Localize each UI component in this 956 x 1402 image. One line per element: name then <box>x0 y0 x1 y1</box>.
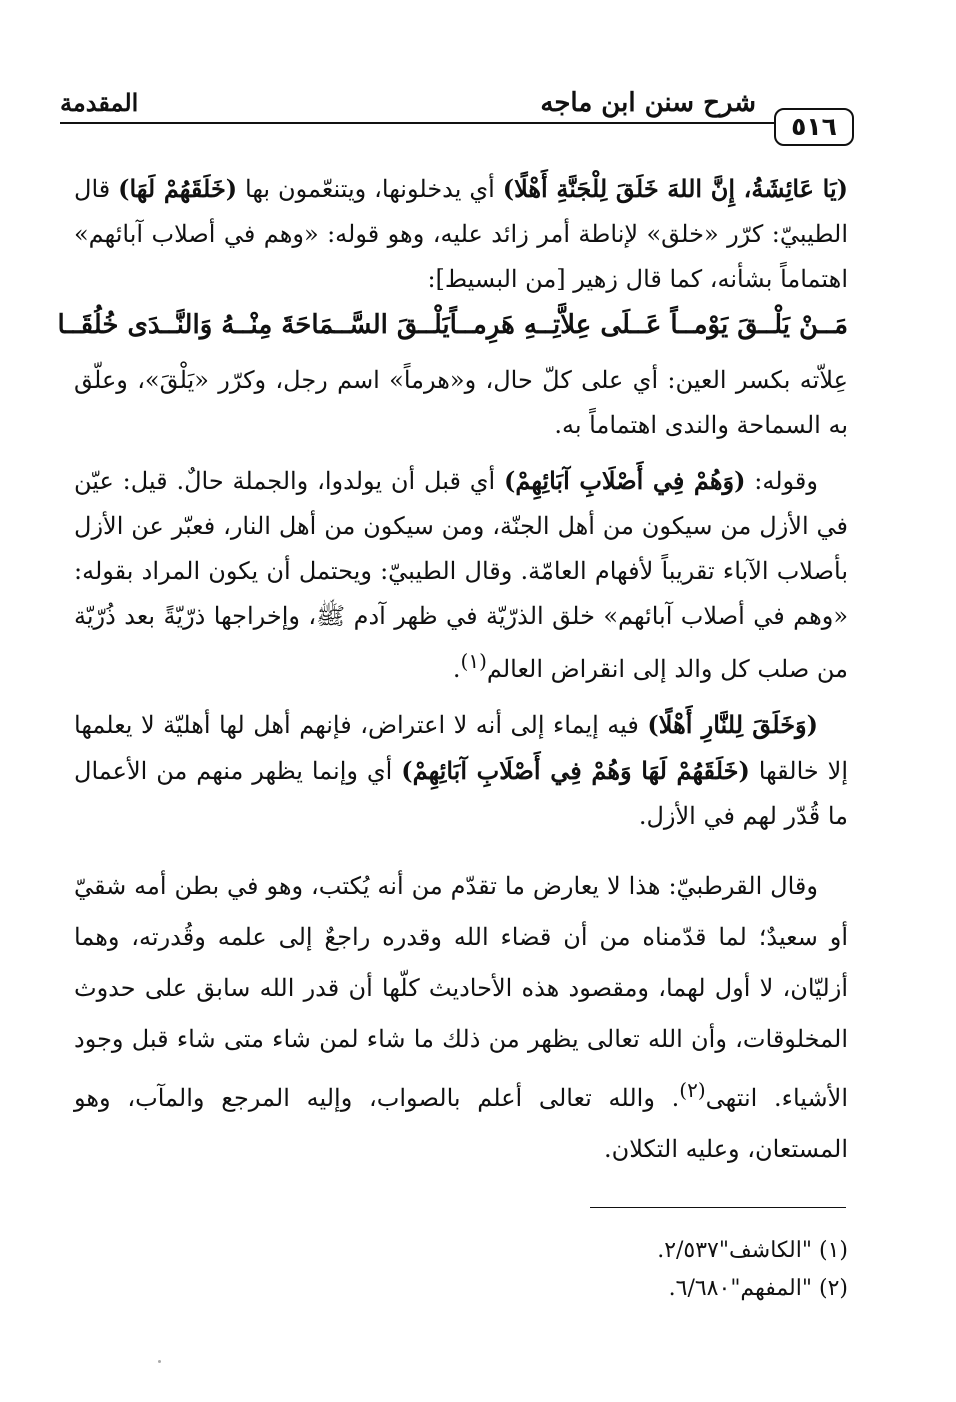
hadith-quote: (خَلَقَهُمْ لَهَا) <box>118 174 238 203</box>
commentary-text: قال الطيبيّ: كرّر «خلق» لإناطة أمر زائد عليه، وهو قوله: «وهم في أصلاب آبائهم» اهتماماً بشأنه، كما قال زهير [من البسيط]: <box>74 175 848 293</box>
footnote-separator <box>590 1207 846 1208</box>
commentary-text: وقال القرطبيّ: هذا لا يعارض ما تقدّم من أنه يُكتب، وهو في بطن أمه شقيّ أو سعيدٌ؛ لما قدّمناه من أن قضاء الله وقدره راجعٌ إلى علمه وقُدرته، وهما أزليّان، لا أول لهما، ومقصود هذه الأحاديث كلّها أن قدر الله سابق على حدوث المخلوقات، وأن الله تعالى يظهر من ذلك ما شاء لمن شاء متى شاء قبل وجود الأشياء. انتهى <box>74 872 848 1112</box>
commentary-text: فيه إيماء إلى أنه لا اعتراض، فإنهم أهل لها أهليّة لا يعلمها إلا خالقها <box>74 711 848 785</box>
paragraph-2: عِلاّته بكسر العين: أي على كلّ حال، و«هرماً» اسم رجل، وكرّر «يَلْقَ»، وعلّق به السماحة والندى اهتماماً به. <box>74 366 848 439</box>
commentary-text: أي قبل أن يولدوا، والجملة حالٌ. قيل: عيّن في الأزل من سيكون من أهل الجنّة، ومن سيكون من أهل النار، فعبّر عن الأزل بأصلاب الآباء تقريباً لأفهام العامّة. وقال الطيبيّ: ويحتمل أن يكون المراد بقوله: «وهم في أصلاب آبائهم» خلق الذرّيّة في ظهر آدم ﷺ، وإخراجها ذرّيّةً بعد ذُرّيّة من صلب كل والد إلى انقراض العالم <box>74 467 849 683</box>
paragraph-4 <box>74 702 848 839</box>
poem-hemistich-1: مَــنْ يَلْــقَ يَوْمــاً عَــلَى عِلاَّتِــهِ هَرِمــاً <box>449 310 848 340</box>
footnote-ref-2[interactable]: (٢) <box>679 1078 706 1102</box>
paragraph-1 <box>74 166 848 302</box>
hadith-quote: (وَخَلَقَ لِلنَّارِ أَهْلًا) <box>647 710 819 739</box>
commentary-text: . <box>452 655 461 683</box>
page-number: ٥١٦ <box>774 108 854 146</box>
page-header <box>60 88 852 154</box>
hadith-quote: (يَا عَائِشَةُ، إِنَّ اللهَ خَلَقَ لِلْجَنَّةِ أَهْلًا) <box>502 174 848 203</box>
commentary-text: أي وإنما يظهر منهم من الأعمال ما قُدّر لهم في الأزل. <box>74 757 848 830</box>
commentary-text: وقوله: <box>745 467 818 495</box>
commentary-text: . والله تعالى أعلم بالصواب، وإليه المرجع والمآب، وهو المستعان، وعليه التكلان. <box>74 1084 848 1163</box>
footnote-2: (٢) "المفهم"٦/٦٨٠. <box>668 1276 848 1301</box>
paragraph-3 <box>74 458 848 692</box>
footnote-1: (١) "الكاشف"٢/٥٣٧. <box>657 1238 848 1263</box>
footnotes <box>400 1232 848 1308</box>
commentary-text: أي يدخلونها، ويتنعّمون بها <box>237 175 503 203</box>
hadith-quote: (وَهُمْ فِي أَصْلَابِ آبَائِهِمْ) <box>504 466 746 495</box>
section-title: المقدمة <box>60 88 139 117</box>
header-rule <box>60 122 852 124</box>
scan-speck <box>158 1360 161 1363</box>
poem-verse <box>57 302 848 348</box>
paragraph-5 <box>74 861 848 1175</box>
poem-hemistich-2: يَلْــقَ السَّــمَاحَةَ مِنْــهُ وَالنَّــدَى خُلُقَــا <box>57 310 450 340</box>
hadith-quote: (خَلَقَهُمْ لَهَا وَهُمْ فِي أَصْلَابِ آبَائِهِمْ) <box>401 756 750 785</box>
book-title: شرح سنن ابن ماجه <box>540 88 756 118</box>
body-text <box>57 166 849 1175</box>
footnote-ref-1[interactable]: (١) <box>460 649 487 673</box>
